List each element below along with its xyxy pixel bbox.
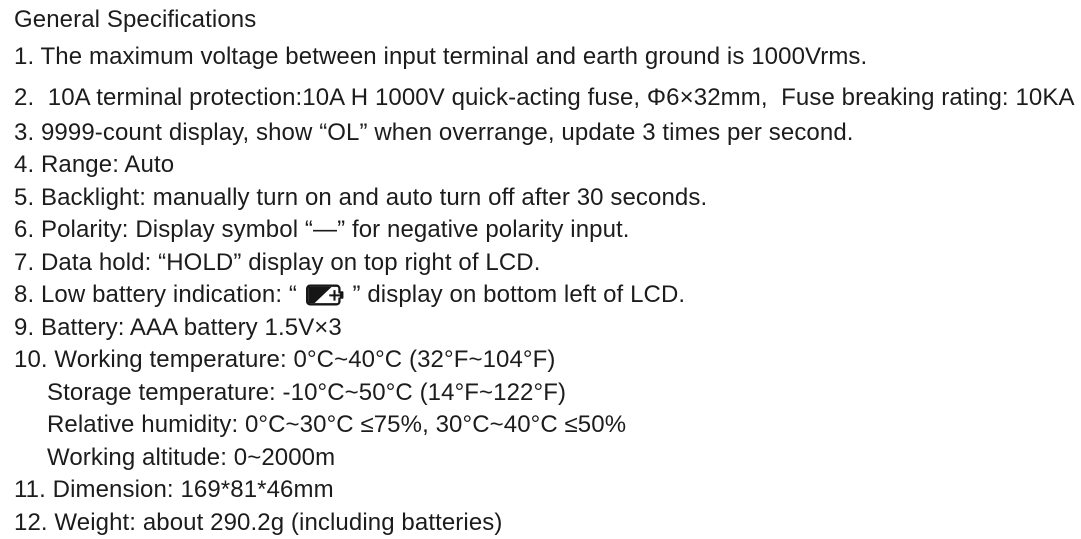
- low-battery-icon: [306, 284, 344, 306]
- spec-item-5: 5. Backlight: manually turn on and auto turn off after 30 seconds.: [14, 182, 1081, 215]
- spec-item-10-rel-humidity: Relative humidity: 0°C~30°C ≤75%, 30°C~40°C ≤50%: [14, 409, 1081, 442]
- spec-item-8: [14, 279, 1081, 312]
- spec-item-8-text-before-icon: 8. Low battery indication: “: [14, 281, 304, 308]
- spec-item-2: 2. 10A terminal protection:10A H 1000V quick-acting fuse, Φ6×32mm, Fuse breaking rating: 10KA: [14, 82, 1081, 115]
- page-title: General Specifications: [14, 4, 1081, 37]
- spec-item-12: 12. Weight: about 290.2g (including batteries): [14, 507, 1081, 539]
- spec-item-10: 10. Working temperature: 0°C~40°C (32°F~104°F): [14, 344, 1081, 377]
- spec-item-7: 7. Data hold: “HOLD” display on top right of LCD.: [14, 247, 1081, 280]
- spec-item-8-text-after-icon: ” display on bottom left of LCD.: [346, 281, 685, 308]
- spec-item-4: 4. Range: Auto: [14, 149, 1081, 182]
- spec-item-10-work-altitude: Working altitude: 0~2000m: [14, 442, 1081, 475]
- spec-item-6: 6. Polarity: Display symbol “—” for negative polarity input.: [14, 214, 1081, 247]
- spec-item-11: 11. Dimension: 169*81*46mm: [14, 474, 1081, 507]
- spec-item-10-storage-temp: Storage temperature: -10°C~50°C (14°F~122°F): [14, 377, 1081, 410]
- spec-item-3: 3. 9999-count display, show “OL” when overrange, update 3 times per second.: [14, 117, 1081, 150]
- spec-item-1: 1. The maximum voltage between input terminal and earth ground is 1000Vrms.: [14, 41, 1081, 74]
- spec-item-9: 9. Battery: AAA battery 1.5V×3: [14, 312, 1081, 345]
